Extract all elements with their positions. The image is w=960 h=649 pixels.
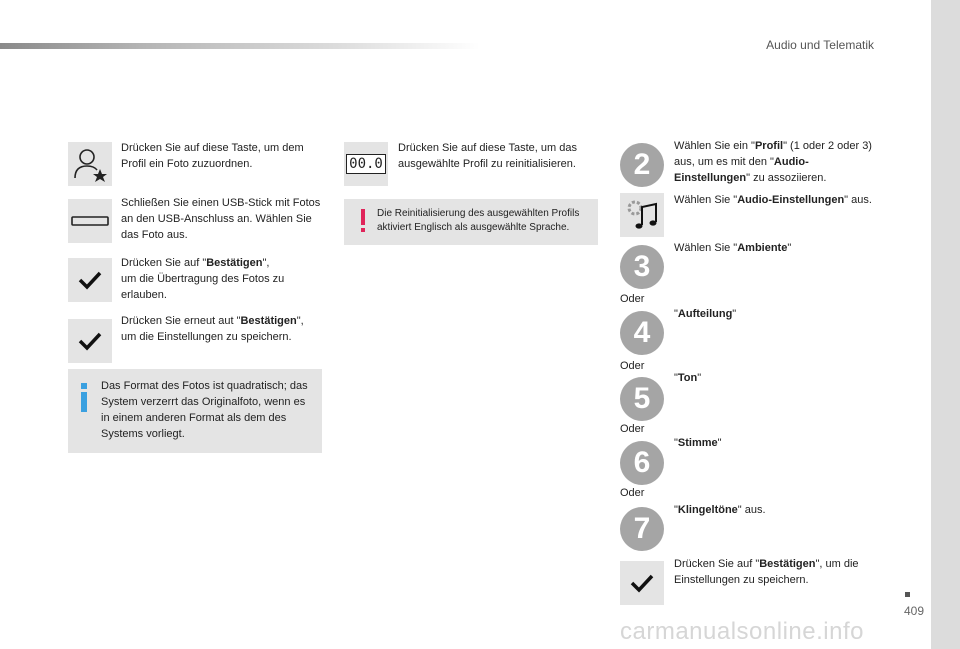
oder-label: Oder [620, 423, 645, 435]
confirm-save-text: Drücken Sie erneut aut "Bestätigen", um die Einstellungen zu speichern. [121, 315, 304, 343]
header-rule [0, 43, 480, 49]
warning-note-text: Die Reinitialisierung des ausgewählten Profils aktiviert Englisch als ausgewählte Sprache. [377, 208, 580, 233]
oder-label: Oder [620, 293, 645, 305]
page-header-title: Audio und Telematik [766, 38, 874, 52]
page-edge-bar [931, 0, 960, 649]
step-2-text: Wählen Sie ein "Profil" (1 oder 2 oder 3) aus, um es mit den "Audio-Einstellungen" zu assoziieren. [674, 140, 872, 184]
check-icon [68, 258, 112, 302]
step-3-badge: 3 [620, 245, 664, 289]
step-2-badge: 2 [620, 143, 664, 187]
profile-star-icon [68, 142, 112, 186]
reset-display-value: 00.0 [346, 154, 386, 174]
oder-label: Oder [620, 487, 645, 499]
info-icon-stem [81, 392, 87, 412]
info-note-text: Das Format des Fotos ist quadratisch; das System verzerrt das Originalfoto, wenn es in einem anderen Format als dem des Systems vorliegt. [101, 380, 308, 440]
check-icon [620, 561, 664, 605]
warning-icon-dot [361, 228, 365, 232]
watermark: carmanualsonline.info [620, 618, 864, 645]
usb-bar-icon [68, 199, 112, 243]
step-3-text: Wählen Sie "Ambiente" [674, 242, 792, 254]
audio-settings-text: Wählen Sie "Audio-Einstellungen" aus. [674, 194, 872, 206]
page-number: 409 [903, 604, 924, 618]
confirm-transfer-text: Drücken Sie auf "Bestätigen", um die Übertragung des Fotos zu erlauben. [121, 257, 285, 301]
step-7-text: "Klingeltöne" aus. [674, 504, 766, 516]
info-note [68, 369, 322, 453]
reset-display-icon [344, 142, 388, 186]
step-4-text: "Aufteilung" [674, 308, 737, 320]
photo-assign-text: Drücken Sie auf diese Taste, um dem Profil ein Foto zuzuordnen. [121, 142, 304, 170]
check-icon [68, 319, 112, 363]
reset-text: Drücken Sie auf diese Taste, um das ausgewählte Profil zu reinitialisieren. [398, 142, 577, 170]
step-6-badge: 6 [620, 441, 664, 485]
usb-text: Schließen Sie einen USB-Stick mit Fotos an den USB-Anschluss an. Wählen Sie das Foto aus. [121, 197, 321, 241]
step-5-text: "Ton" [674, 372, 702, 384]
audio-settings-icon [620, 193, 664, 237]
page-marker [905, 592, 910, 597]
oder-label: Oder [620, 360, 645, 372]
confirm-final-text: Drücken Sie auf "Bestätigen", um die Einstellungen zu speichern. [674, 558, 859, 586]
step-4-badge: 4 [620, 311, 664, 355]
step-6-text: "Stimme" [674, 437, 722, 449]
warning-icon [361, 209, 365, 225]
step-7-badge: 7 [620, 507, 664, 551]
warning-note [344, 199, 598, 245]
step-5-badge: 5 [620, 377, 664, 421]
info-icon [81, 383, 87, 389]
